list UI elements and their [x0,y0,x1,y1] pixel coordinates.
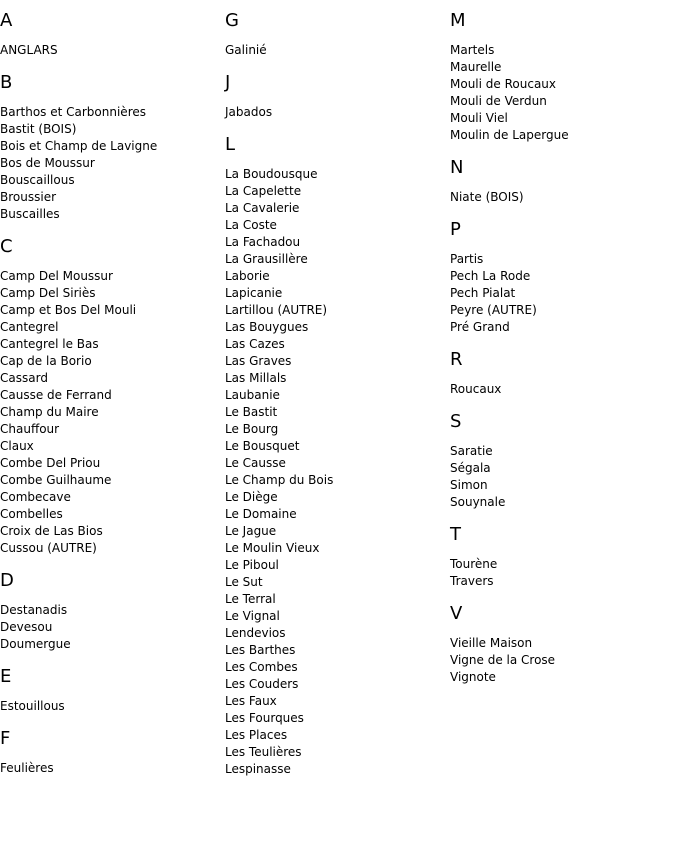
place-link-estouillous[interactable]: Estouillous [0,699,65,713]
place-list [0,42,220,59]
letter-heading: T [450,524,461,545]
place-list [450,381,670,398]
place-link-combe-del-priou[interactable]: Combe Del Priou [0,456,101,470]
place-list [450,556,670,590]
place-link-broussier[interactable]: Broussier [0,190,57,204]
place-link-souynale[interactable]: Souynale [450,495,506,509]
place-link-saratie[interactable]: Saratie [450,444,493,458]
place-link-combe-guilhaume[interactable]: Combe Guilhaume [0,473,112,487]
place-link-la-capelette[interactable]: La Capelette [225,184,302,198]
place-link-devesou[interactable]: Devesou [0,620,53,634]
place-link-vignote[interactable]: Vignote [450,670,496,684]
letter-section-m [450,10,670,144]
place-link-le-champ-du-bois[interactable]: Le Champ du Bois [225,473,334,487]
place-list [225,166,445,778]
place-link-galinie[interactable]: Galinié [225,43,267,57]
place-link-jabados[interactable]: Jabados [225,105,273,119]
place-link-moulin-de-lapergue[interactable]: Moulin de Lapergue [450,128,569,142]
place-link-le-moulin-vieux[interactable]: Le Moulin Vieux [225,541,320,555]
letter-section-d [0,570,220,653]
place-link-le-causse[interactable]: Le Causse [225,456,286,470]
letter-section-p [450,219,670,336]
place-link-les-combes[interactable]: Les Combes [225,660,298,674]
place-link-partis[interactable]: Partis [450,252,484,266]
letter-section-b [0,72,220,223]
letter-section-r [450,349,670,398]
place-link-les-barthes[interactable]: Les Barthes [225,643,296,657]
place-link-pre-grand[interactable]: Pré Grand [450,320,510,334]
place-link-la-coste[interactable]: La Coste [225,218,277,232]
place-list [0,602,220,653]
place-link-la-boudousque[interactable]: La Boudousque [225,167,318,181]
place-link-doumergue[interactable]: Doumergue [0,637,71,651]
letter-heading: C [0,236,13,257]
place-link-laborie[interactable]: Laborie [225,269,270,283]
place-link-lespinasse[interactable]: Lespinasse [225,762,291,776]
place-link-bastit-bois[interactable]: Bastit (BOIS) [0,122,77,136]
place-link-cantegrel[interactable]: Cantegrel [0,320,59,334]
place-link-le-bousquet[interactable]: Le Bousquet [225,439,300,453]
place-list [450,42,670,144]
letter-section-s [450,411,670,511]
place-link-combecave[interactable]: Combecave [0,490,71,504]
place-link-cassard[interactable]: Cassard [0,371,48,385]
place-link-travers[interactable]: Travers [450,574,494,588]
place-link-la-cavalerie[interactable]: La Cavalerie [225,201,300,215]
place-link-les-teulieres[interactable]: Les Teulières [225,745,302,759]
place-link-buscailles[interactable]: Buscailles [0,207,60,221]
place-link-lendevios[interactable]: Lendevios [225,626,286,640]
place-link-las-bouygues[interactable]: Las Bouygues [225,320,309,334]
place-link-las-millals[interactable]: Las Millals [225,371,287,385]
place-link-causse-de-ferrand[interactable]: Causse de Ferrand [0,388,112,402]
letter-heading: S [450,411,462,432]
place-link-mouli-de-verdun[interactable]: Mouli de Verdun [450,94,547,108]
place-link-segala[interactable]: Ségala [450,461,491,475]
letter-section-f [0,728,220,777]
place-link-croix-de-las-bios[interactable]: Croix de Las Bios [0,524,103,538]
letter-section-v [450,603,670,686]
place-link-maurelle[interactable]: Maurelle [450,60,502,74]
place-link-mouli-viel[interactable]: Mouli Viel [450,111,508,125]
place-link-simon[interactable]: Simon [450,478,488,492]
place-link-le-terral[interactable]: Le Terral [225,592,276,606]
place-link-martels[interactable]: Martels [450,43,495,57]
letter-heading: N [450,157,464,178]
place-link-le-vignal[interactable]: Le Vignal [225,609,280,623]
place-list [450,189,670,206]
place-link-le-bastit[interactable]: Le Bastit [225,405,278,419]
place-list [225,104,445,121]
place-link-le-domaine[interactable]: Le Domaine [225,507,297,521]
place-link-camp-et-bos-del-mouli[interactable]: Camp et Bos Del Mouli [0,303,137,317]
place-link-les-couders[interactable]: Les Couders [225,677,299,691]
place-link-niate-bois[interactable]: Niate (BOIS) [450,190,524,204]
place-list [0,760,220,777]
letter-heading: F [0,728,11,749]
letter-section-j [225,72,445,121]
letter-section-t [450,524,670,590]
place-link-bouscaillous[interactable]: Bouscaillous [0,173,75,187]
place-link-le-diege[interactable]: Le Diège [225,490,278,504]
letter-heading: M [450,10,466,31]
place-link-combelles[interactable]: Combelles [0,507,63,521]
letter-heading: B [0,72,13,93]
place-link-chauffour[interactable]: Chauffour [0,422,60,436]
place-list [0,268,220,557]
place-link-laubanie[interactable]: Laubanie [225,388,280,402]
letter-section-g [225,10,445,59]
place-link-bos-de-moussur[interactable]: Bos de Moussur [0,156,95,170]
place-link-lapicanie[interactable]: Lapicanie [225,286,283,300]
letter-heading: V [450,603,463,624]
place-list [225,42,445,59]
place-link-la-grausillere[interactable]: La Grausillère [225,252,308,266]
place-list [0,698,220,715]
place-link-feulieres[interactable]: Feulières [0,761,54,775]
index-column-1 [0,10,220,790]
place-link-anglars[interactable]: ANGLARS [0,43,58,57]
letter-heading: J [225,72,231,93]
place-link-cussou-autre[interactable]: Cussou (AUTRE) [0,541,97,555]
letter-heading: E [0,666,12,687]
place-link-peyre-autre[interactable]: Peyre (AUTRE) [450,303,537,317]
place-link-camp-del-siries[interactable]: Camp Del Siriès [0,286,96,300]
letter-heading: G [225,10,239,31]
place-link-barthos-et-carbonnieres[interactable]: Barthos et Carbonnières [0,105,146,119]
place-link-les-fourques[interactable]: Les Fourques [225,711,304,725]
place-link-pech-la-rode[interactable]: Pech La Rode [450,269,531,283]
letter-section-l [225,134,445,778]
letter-heading: R [450,349,463,370]
place-link-lartillou-autre[interactable]: Lartillou (AUTRE) [225,303,328,317]
letter-heading: D [0,570,14,591]
place-link-bois-et-champ-de-lavigne[interactable]: Bois et Champ de Lavigne [0,139,158,153]
place-link-destanadis[interactable]: Destanadis [0,603,68,617]
place-link-cantegrel-le-bas[interactable]: Cantegrel le Bas [0,337,99,351]
letter-heading: A [0,10,13,31]
place-link-roucaux[interactable]: Roucaux [450,382,502,396]
letter-heading: L [225,134,236,155]
index-column-3 [450,10,670,699]
letter-section-c [0,236,220,557]
letter-section-e [0,666,220,715]
place-link-las-cazes[interactable]: Las Cazes [225,337,285,351]
place-list [450,443,670,511]
place-link-la-fachadou[interactable]: La Fachadou [225,235,301,249]
place-link-les-faux[interactable]: Les Faux [225,694,277,708]
place-link-las-graves[interactable]: Las Graves [225,354,292,368]
place-link-tourene[interactable]: Tourène [450,557,498,571]
letter-heading: P [450,219,461,240]
letter-section-n [450,157,670,206]
place-link-vigne-de-la-crose[interactable]: Vigne de la Crose [450,653,556,667]
place-list [450,635,670,686]
place-list [450,251,670,336]
place-link-le-jague[interactable]: Le Jague [225,524,277,538]
index-column-2 [225,10,445,791]
place-link-vieille-maison[interactable]: Vieille Maison [450,636,533,650]
place-link-mouli-de-roucaux[interactable]: Mouli de Roucaux [450,77,557,91]
place-link-pech-pialat[interactable]: Pech Pialat [450,286,516,300]
letter-section-a [0,10,220,59]
place-link-champ-du-maire[interactable]: Champ du Maire [0,405,99,419]
place-link-claux[interactable]: Claux [0,439,34,453]
place-link-les-places[interactable]: Les Places [225,728,288,742]
place-link-camp-del-moussur[interactable]: Camp Del Moussur [0,269,113,283]
place-list [0,104,220,223]
place-link-le-piboul[interactable]: Le Piboul [225,558,279,572]
place-link-le-sut[interactable]: Le Sut [225,575,263,589]
place-link-cap-de-la-borio[interactable]: Cap de la Borio [0,354,92,368]
place-link-le-bourg[interactable]: Le Bourg [225,422,279,436]
